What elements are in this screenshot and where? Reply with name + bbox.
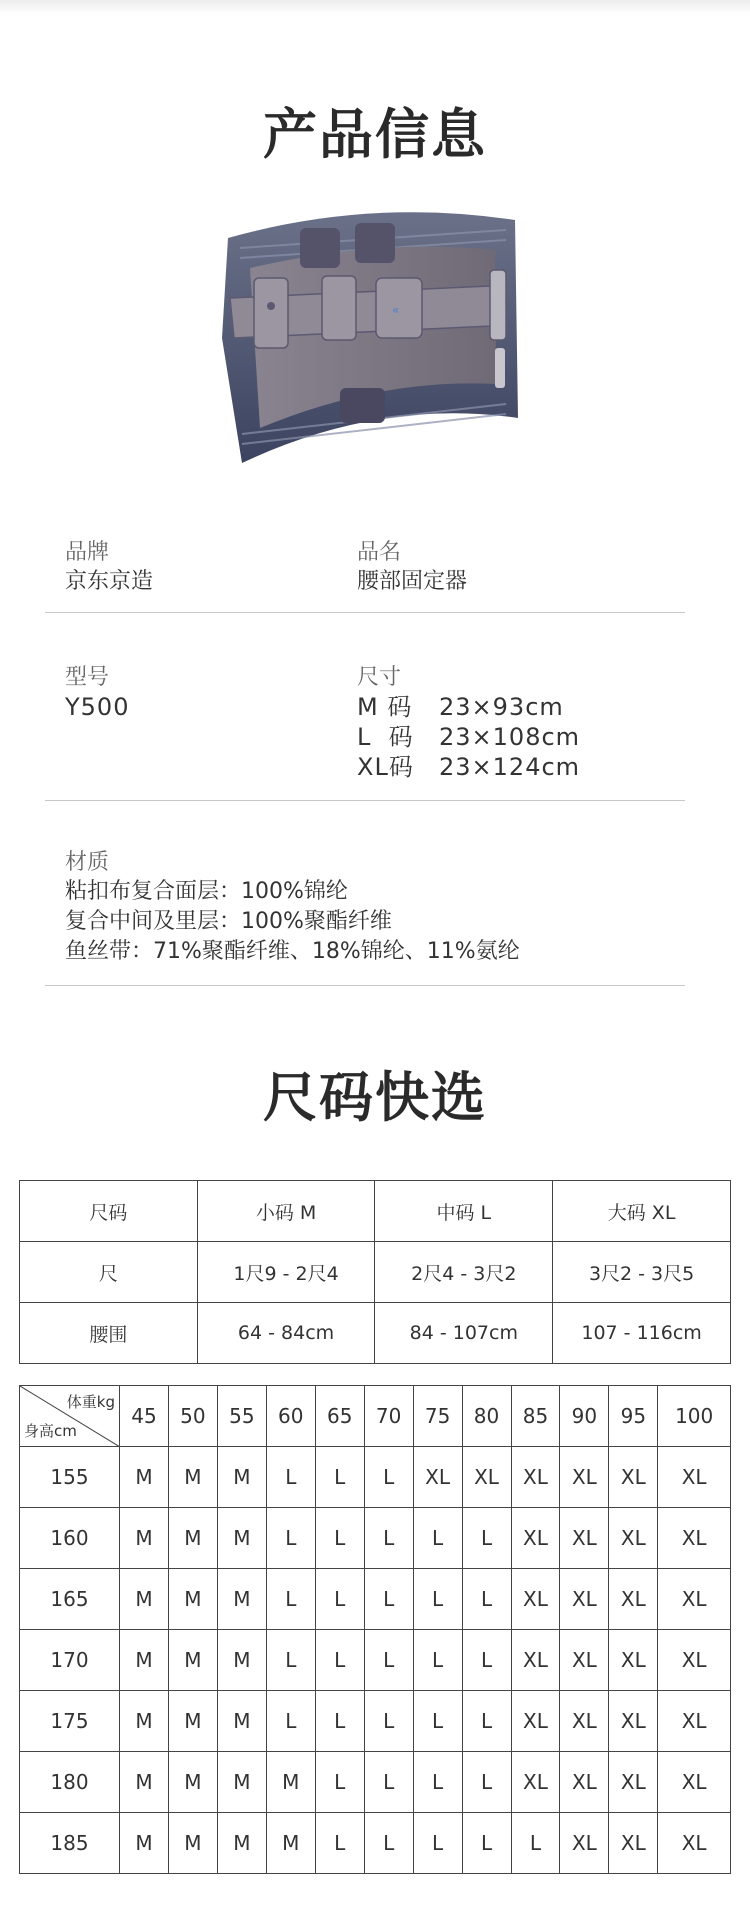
size-cell: XL [609,1630,658,1691]
table-cell: 107 - 116cm [553,1303,731,1364]
table-row [20,1242,731,1303]
size-matrix [19,1385,731,1874]
size-cell: XL [560,1447,609,1508]
table-row [20,1508,731,1569]
material-line: 鱼丝带：71%聚酯纤维、18%锦纶、11%氨纶 [65,939,520,964]
size-cell: M [168,1569,217,1630]
size-cell: XL [609,1447,658,1508]
size-cell: XL [658,1752,731,1813]
size-cell: L [315,1813,364,1874]
size-cell: XL [560,1630,609,1691]
material-list [65,877,520,967]
size-cell: L [364,1569,413,1630]
table-cell: 2尺4 - 3尺2 [375,1242,553,1303]
size-cell: XL [609,1691,658,1752]
table-row [20,1303,731,1364]
matrix-header-row [20,1386,731,1447]
weight-header: 50 [168,1386,217,1447]
size-cell: XL [511,1691,560,1752]
weight-header: 60 [266,1386,315,1447]
size-cell: XL [609,1813,658,1874]
divider [45,612,685,613]
size-dim: 23×124cm [439,753,581,781]
size-cell: XL [560,1813,609,1874]
divider [45,985,685,986]
table-cell: 尺 [20,1242,198,1303]
size-cell: M [266,1752,315,1813]
table-row [20,1447,731,1508]
height-cell: 165 [20,1569,120,1630]
material-line: 粘扣布复合面层：100%锦纶 [65,879,348,904]
size-code: L 码 [357,723,414,751]
size-dim: 23×93cm [439,693,564,721]
size-cell: XL [560,1508,609,1569]
product-image [220,208,530,480]
size-cell: L [364,1630,413,1691]
size-cell: L [266,1508,315,1569]
size-cell: M [120,1691,169,1752]
size-cell: M [120,1752,169,1813]
table-cell: 中码 L [375,1181,553,1242]
size-cell: L [462,1569,511,1630]
size-cell: L [266,1691,315,1752]
size-cell: XL [560,1752,609,1813]
size-cell: L [413,1569,462,1630]
size-cell: XL [462,1447,511,1508]
table-row [20,1813,731,1874]
size-cell: XL [658,1447,731,1508]
size-cell: XL [511,1752,560,1813]
size-cell: L [413,1752,462,1813]
size-cell: M [217,1813,266,1874]
size-row-xl [357,752,580,782]
size-cell: XL [658,1691,731,1752]
size-cell: M [168,1813,217,1874]
size-table [19,1180,731,1364]
size-cell: L [266,1569,315,1630]
size-cell: M [217,1691,266,1752]
info-row-material [45,845,685,995]
size-cell: M [217,1752,266,1813]
brand-value: 京东京造 [65,569,154,594]
name-label: 品名 [357,540,402,565]
size-dim: 23×108cm [439,723,581,751]
size-cell: M [120,1630,169,1691]
weight-header: 70 [364,1386,413,1447]
divider [45,800,685,801]
table-cell: 大码 XL [553,1181,731,1242]
weight-header: 90 [560,1386,609,1447]
table-row [20,1630,731,1691]
size-cell: M [168,1508,217,1569]
size-cell: XL [511,1508,560,1569]
weight-header: 75 [413,1386,462,1447]
material-label: 材质 [65,850,110,875]
size-cell: L [315,1508,364,1569]
size-cell: XL [658,1508,731,1569]
size-cell: L [462,1508,511,1569]
brand-label: 品牌 [65,540,110,565]
matrix-corner [20,1386,120,1447]
size-code: M 码 [357,693,413,721]
size-cell: M [168,1691,217,1752]
size-cell: L [315,1691,364,1752]
size-cell: L [462,1691,511,1752]
size-cell: L [364,1447,413,1508]
size-code: XL码 [357,753,414,781]
height-label: 身高cm [24,1422,77,1440]
size-cell: M [266,1813,315,1874]
size-cell: L [266,1630,315,1691]
size-cell: M [120,1508,169,1569]
material-line: 复合中间及里层：100%聚酯纤维 [65,909,392,934]
weight-header: 65 [315,1386,364,1447]
table-cell: 1尺9 - 2尺4 [197,1242,375,1303]
size-cell: M [120,1447,169,1508]
size-cell: L [364,1508,413,1569]
size-cell: L [462,1813,511,1874]
table-cell: 84 - 107cm [375,1303,553,1364]
size-cell: XL [560,1569,609,1630]
product-info-title: 产品信息 [263,103,487,166]
size-cell: L [413,1630,462,1691]
size-cell: L [413,1508,462,1569]
weight-header: 55 [217,1386,266,1447]
model-value: Y500 [65,693,130,721]
svg-text:«: « [392,303,400,317]
height-cell: 160 [20,1508,120,1569]
size-cell: M [168,1630,217,1691]
size-cell: L [462,1752,511,1813]
model-label: 型号 [65,665,110,690]
size-cell: XL [413,1447,462,1508]
table-row [20,1691,731,1752]
size-cell: M [168,1752,217,1813]
size-cell: L [511,1813,560,1874]
size-cell: L [462,1630,511,1691]
height-cell: 170 [20,1630,120,1691]
table-cell: 尺码 [20,1181,198,1242]
size-cell: L [364,1813,413,1874]
size-cell: XL [511,1630,560,1691]
table-row [20,1569,731,1630]
size-cell: L [413,1813,462,1874]
weight-header: 85 [511,1386,560,1447]
size-cell: XL [560,1691,609,1752]
info-row-model [45,660,685,810]
size-cell: M [217,1569,266,1630]
size-cell: L [315,1569,364,1630]
size-cell: XL [658,1813,731,1874]
table-cell: 3尺2 - 3尺5 [553,1242,731,1303]
size-cell: M [217,1630,266,1691]
size-cell: XL [511,1569,560,1630]
size-cell: M [120,1813,169,1874]
height-cell: 155 [20,1447,120,1508]
size-cell: XL [511,1447,560,1508]
table-row [20,1752,731,1813]
size-cell: XL [658,1569,731,1630]
height-cell: 180 [20,1752,120,1813]
size-cell: L [315,1447,364,1508]
weight-header: 80 [462,1386,511,1447]
weight-header: 45 [120,1386,169,1447]
size-cell: XL [609,1508,658,1569]
size-cell: XL [658,1630,731,1691]
size-cell: M [168,1447,217,1508]
height-cell: 185 [20,1813,120,1874]
weight-label: 体重kg [66,1393,115,1411]
size-row-l [357,722,580,752]
size-cell: M [217,1447,266,1508]
size-select-title: 尺码快选 [263,1066,487,1129]
name-value: 腰部固定器 [357,569,468,594]
weight-header: 100 [658,1386,731,1447]
size-cell: L [266,1447,315,1508]
size-list [357,692,580,782]
size-row-m [357,692,580,722]
matrix-body [20,1447,731,1874]
top-shadow [0,0,750,14]
size-cell: M [120,1569,169,1630]
size-cell: XL [609,1752,658,1813]
size-cell: L [315,1630,364,1691]
weight-header: 95 [609,1386,658,1447]
size-cell: L [364,1691,413,1752]
table-cell: 腰围 [20,1303,198,1364]
size-cell: L [364,1752,413,1813]
size-cell: L [413,1691,462,1752]
height-cell: 175 [20,1691,120,1752]
table-row [20,1181,731,1242]
table-cell: 小码 M [197,1181,375,1242]
size-cell: L [315,1752,364,1813]
size-cell: M [217,1508,266,1569]
info-row-brand [45,535,685,625]
size-cell: XL [609,1569,658,1630]
table-cell: 64 - 84cm [197,1303,375,1364]
size-label: 尺寸 [357,665,402,690]
